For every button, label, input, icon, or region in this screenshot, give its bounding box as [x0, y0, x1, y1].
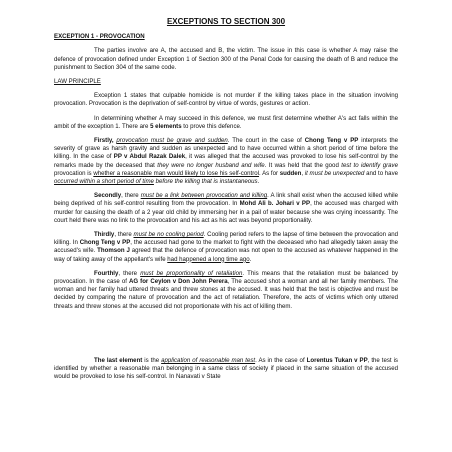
element-fourth-paragraph: Fourthly, there must be proportionality of retaliation. This means that the retaliation must be balanced by provocation. In the case of AG for Ceylon v Don John Perera, The accused shot a woman and all her family members. The woman and her family had uttered threats and threw stones at the accused. It was held that the test is objective and must be decided by comparing the nature of provocation and the act of retaliation. Therefore, the acts of victims which only uttered threats and threw stones at the accused did not proportionate with his act of killing them. — [54, 269, 398, 310]
element-first-paragraph: Firstly, provocation must be grave and sudden. The court in the case of Chong Teng v PP interprets the severity of grave as harsh gravity and sudden as unexpected and to have occurred within a short period of time before the killing. In the case of PP v Abdul Razak Dalek, it was alleged that the accused was provoked to lose his self-control by the remarks made by the deceased that they were no longer husband and wife. It was held that the good test to identify grave provocation is whether a reasonable man would likely to lose his self-control. As for sudden, it must be unexpected and to have occurred within a short period of time before the killing that is instantaneous. — [54, 137, 399, 186]
element-last-paragraph: The last element is the application of reasonable man test. As in the case of Lorentus Tukan v PP, the test is identified by whether a reasonable man belonging in a same class of society if placed in the same situation of the accused would be provoked to lose his self-control. In Nanavati v State — [54, 356, 398, 381]
intro-paragraph: The parties involve are A, the accused and B, the victim. The issue in this case is whether A may raise the defence of provocation defined under Exception 1 of Section 300 of the Penal Code for causing the death of B and reduce the punishment to Section 304 of the same code. — [54, 47, 398, 71]
section-heading: EXCEPTION 1 - PROVOCATION — [54, 33, 145, 41]
law-paragraph-2: In determining whether A may succeed in this defence, we must first determine whether A's act falls within the ambit of the exception 1. There are 5 elements to prove this defence. — [54, 114, 398, 130]
page-gap — [54, 317, 398, 357]
law-paragraph-1: Exception 1 states that culpable homicide is not murder if the killing takes place in the situation involving provocation. Provocation is the deprivation of self-control by virtue of words, gestures or action. — [54, 92, 398, 108]
element-second-paragraph: Secondly, there must be a link between provocation and killing. A link shall exist when the accused killed while being deprived of his self-control resulting from the provocation. In Mohd Ali b. Johari v PP, the accused was charged with murder for causing the death of a 2 year old child by immersing her in a pail of water because she was crying incessantly. The court held there was no link to the provocation and his act as his act was beyond proportionality. — [54, 192, 398, 224]
document-title: EXCEPTIONS TO SECTION 300 — [166, 17, 286, 26]
law-principle-heading: LAW PRINCIPLE — [54, 78, 101, 86]
element-third-paragraph: Thirdly, there must be no cooling period. Cooling period refers to the lapse of time between the provocation and killing. In Chong Teng v PP, the accused had gone to the market to fight with the deceased who had allegedly taken away the accused's wife. Thomson J agreed that the defence of provocation was not open to the accused as whatever happened in the way of taking away of the appellant's wife had happened a long time ago. — [54, 231, 398, 263]
